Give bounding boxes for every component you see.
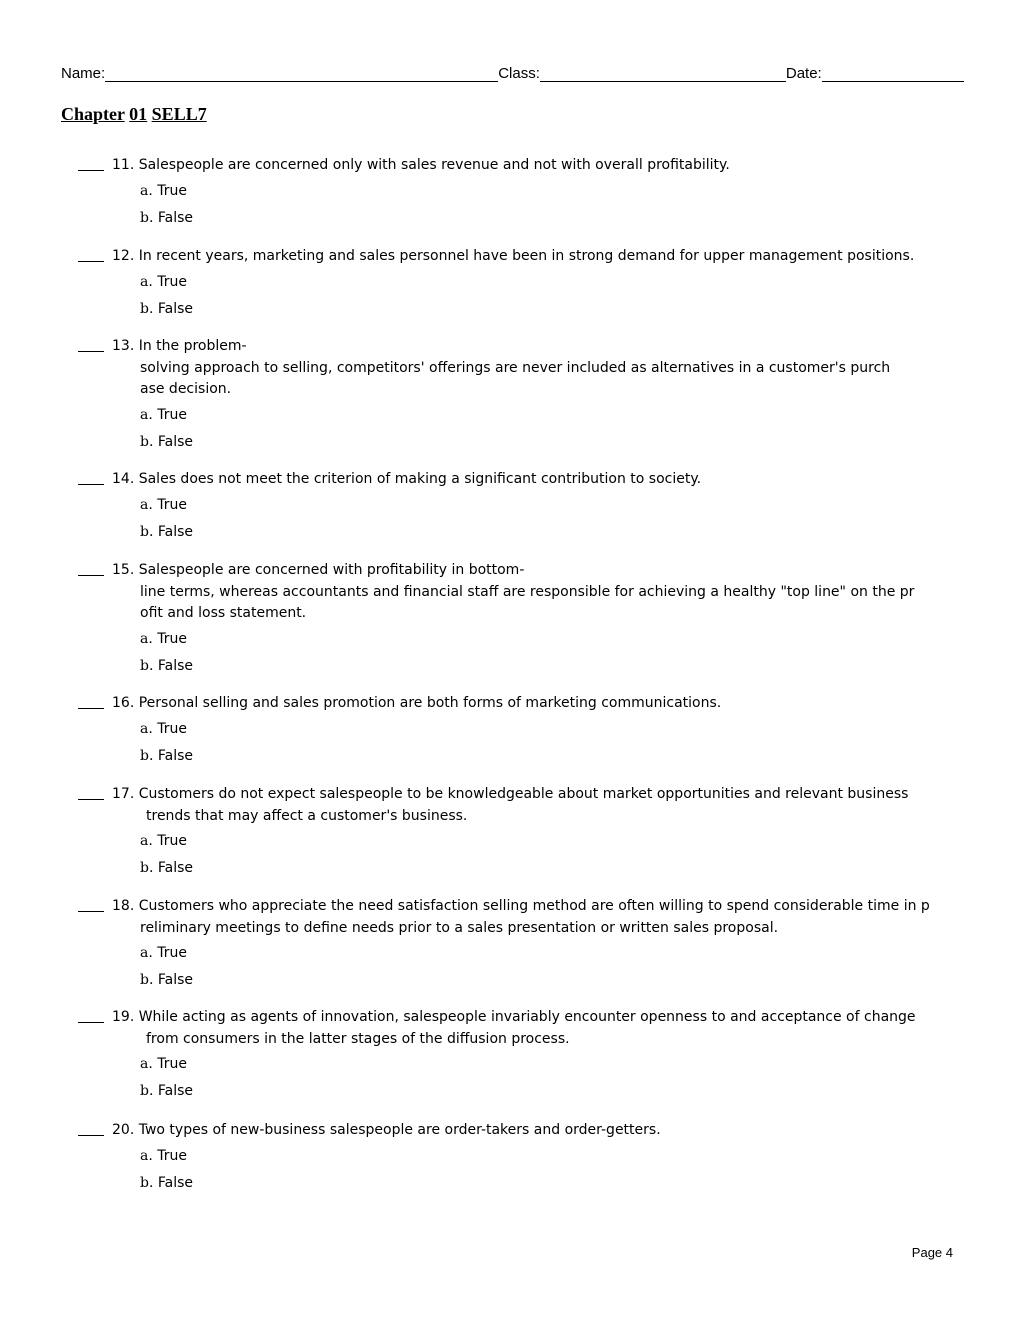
question-text: Customers who appreciate the need satisfaction selling method are often willing to spend considerable time in p — [138, 898, 930, 914]
question-19 — [78, 1007, 958, 1108]
answer-blank[interactable] — [78, 896, 104, 912]
question-text-cont: reliminary meetings to define needs prior to a sales presentation or written sales proposal. — [140, 919, 779, 936]
question-14 — [78, 469, 958, 549]
question-text: Two types of new-business salespeople are order-takers and order-getters. — [138, 1122, 661, 1138]
option-false[interactable]: b. False — [140, 1083, 194, 1099]
question-text: Salespeople are concerned with profitability in bottom- — [138, 562, 525, 578]
option-true[interactable]: a. True — [140, 833, 187, 849]
question-text: Salespeople are concerned only with sales revenue and not with overall profitability. — [138, 157, 730, 173]
question-text: Customers do not expect salespeople to be knowledgeable about market opportunities and relevant business — [138, 786, 909, 802]
student-info-header — [61, 62, 964, 82]
name-field[interactable] — [105, 65, 498, 82]
answer-blank[interactable] — [78, 336, 104, 352]
answer-blank[interactable] — [78, 560, 104, 576]
question-text: In recent years, marketing and sales personnel have been in strong demand for upper management positions. — [138, 248, 915, 264]
question-text-cont: trends that may affect a customer's business. — [146, 807, 468, 824]
option-true[interactable]: a. True — [140, 182, 187, 199]
option-false[interactable]: b. False — [140, 860, 194, 876]
question-text: While acting as agents of innovation, salespeople invariably encounter openness to and acceptance of change — [138, 1009, 916, 1025]
answer-blank[interactable] — [78, 155, 104, 171]
answer-blank[interactable] — [78, 693, 104, 709]
question-text: Personal selling and sales promotion are both forms of marketing communications. — [138, 695, 722, 711]
question-number: 16. — [112, 695, 135, 711]
question-12 — [78, 246, 958, 326]
question-text-cont: line terms, whereas accountants and financial staff are responsible for achieving a healthy "top line" on the pr — [140, 583, 915, 600]
class-field[interactable] — [540, 65, 786, 82]
option-false[interactable]: b. False — [140, 300, 194, 317]
question-11 — [78, 155, 958, 235]
question-20 — [78, 1120, 958, 1200]
question-number: 14. — [112, 471, 135, 487]
answer-blank[interactable] — [78, 784, 104, 800]
option-true[interactable]: a. True — [140, 496, 187, 513]
page-number: Page 4 — [911, 1245, 953, 1260]
question-text-cont: ase decision. — [140, 381, 232, 397]
date-field[interactable] — [822, 65, 964, 82]
question-13 — [78, 336, 958, 459]
question-16 — [78, 693, 958, 773]
option-false[interactable]: b. False — [140, 972, 194, 988]
chapter-number: 01 — [129, 104, 148, 124]
question-18 — [78, 896, 958, 997]
question-text-cont: ofit and loss statement. — [140, 605, 307, 621]
option-false[interactable]: b. False — [140, 747, 194, 764]
option-false[interactable]: b. False — [140, 657, 194, 674]
chapter-title — [61, 104, 207, 125]
option-true[interactable]: a. True — [140, 1056, 187, 1072]
chapter-code: SELL7 — [151, 104, 207, 124]
option-true[interactable]: a. True — [140, 273, 187, 290]
option-true[interactable]: a. True — [140, 1147, 187, 1164]
option-false[interactable]: b. False — [140, 523, 194, 540]
question-number: 15. — [112, 562, 135, 578]
question-number: 12. — [112, 248, 135, 264]
question-number: 20. — [112, 1122, 135, 1138]
option-true[interactable]: a. True — [140, 630, 187, 647]
option-true[interactable]: a. True — [140, 720, 187, 737]
answer-blank[interactable] — [78, 469, 104, 485]
answer-blank[interactable] — [78, 246, 104, 262]
answer-blank[interactable] — [78, 1007, 104, 1023]
date-label: Date: — [785, 65, 822, 82]
question-number: 17. — [112, 786, 135, 802]
option-true[interactable]: a. True — [140, 406, 187, 423]
class-label: Class: — [498, 65, 540, 82]
question-17 — [78, 784, 958, 885]
answer-blank[interactable] — [78, 1120, 104, 1136]
option-false[interactable]: b. False — [140, 209, 194, 226]
question-15 — [78, 560, 958, 683]
question-text: In the problem- — [138, 338, 247, 354]
chapter-word: Chapter — [61, 104, 125, 124]
name-label: Name: — [61, 65, 106, 82]
option-false[interactable]: b. False — [140, 433, 194, 450]
question-text-cont: solving approach to selling, competitors' offerings are never included as alternatives in a customer's purch — [140, 359, 891, 376]
option-true[interactable]: a. True — [140, 945, 187, 961]
option-false[interactable]: b. False — [140, 1174, 194, 1191]
question-number: 19. — [112, 1009, 135, 1025]
question-number: 18. — [112, 898, 135, 914]
question-number: 13. — [112, 338, 135, 354]
question-number: 11. — [112, 157, 135, 173]
question-text-cont: from consumers in the latter stages of the diffusion process. — [146, 1030, 570, 1047]
question-text: Sales does not meet the criterion of making a significant contribution to society. — [138, 471, 702, 487]
